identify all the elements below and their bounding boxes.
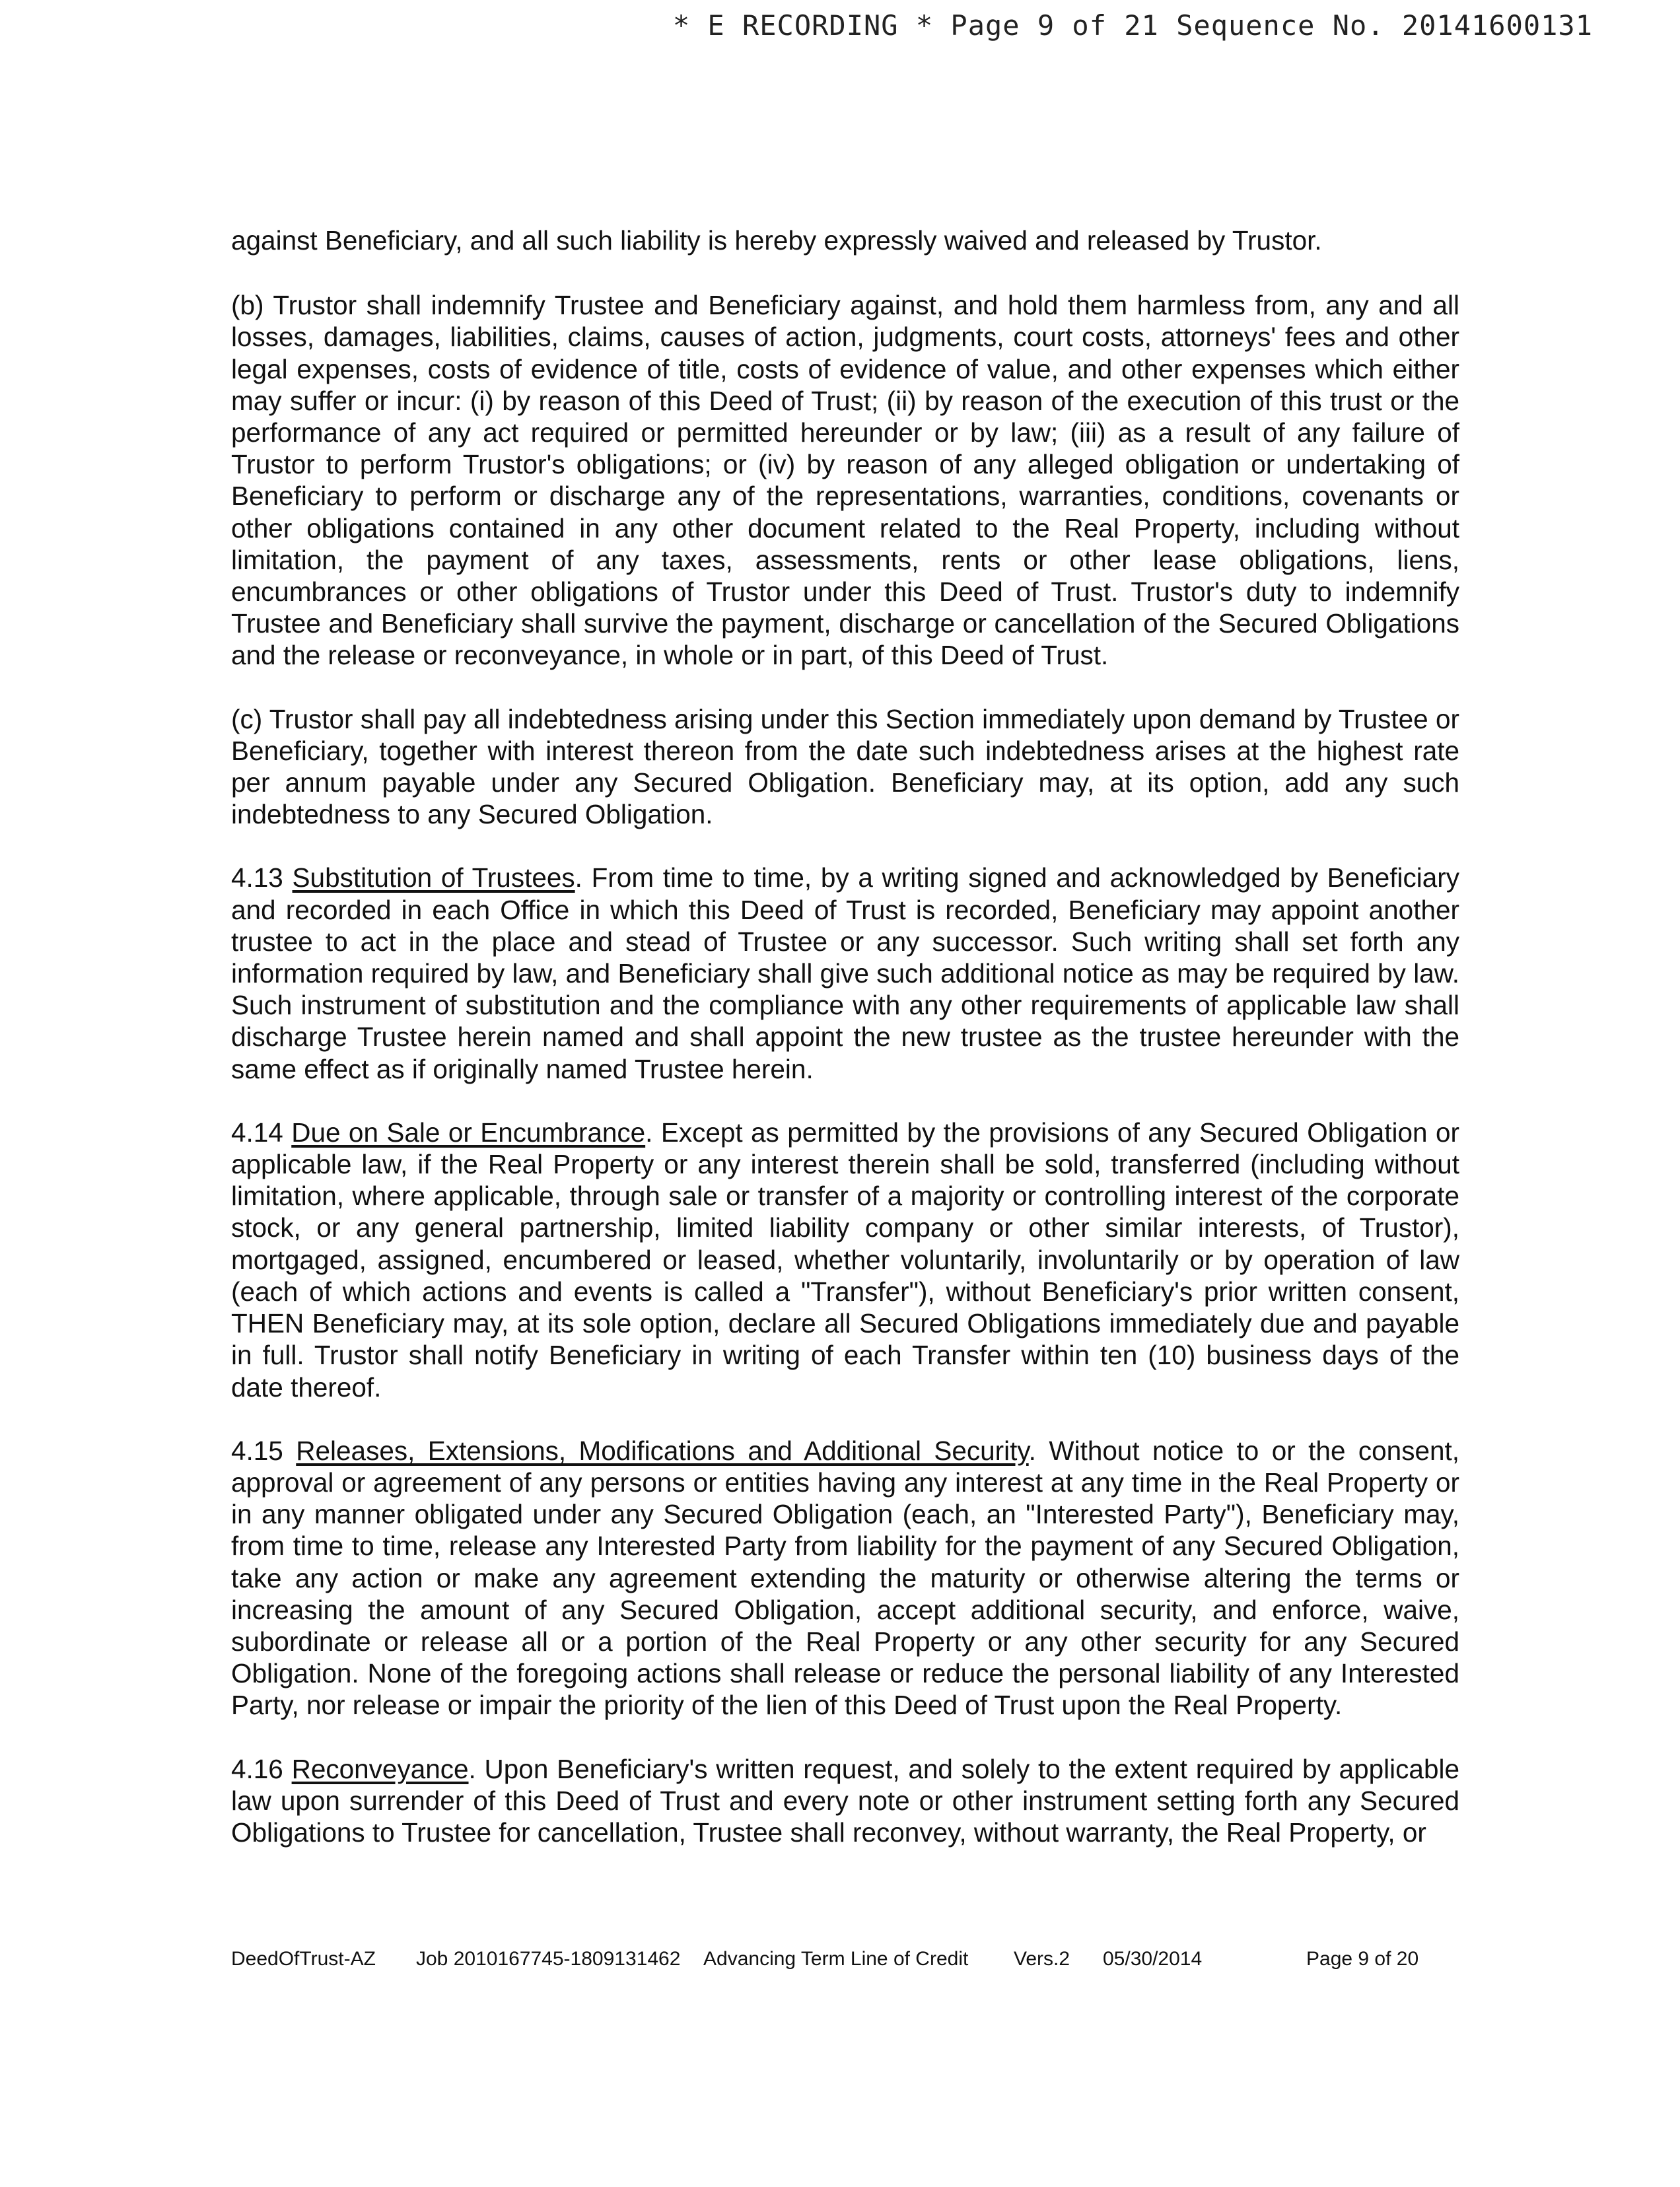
section-4-14	[231, 1117, 1459, 1403]
intro-paragraph: against Beneficiary, and all such liability is hereby expressly waived and released by Trustor.	[231, 225, 1322, 256]
section-title: Reconveyance	[291, 1753, 469, 1784]
footer-job: Job 2010167745-1809131462	[416, 1948, 681, 1970]
section-4-13	[231, 862, 1459, 1084]
section-number: 4.14	[231, 1117, 283, 1148]
section-4-15	[231, 1435, 1459, 1721]
paragraph-c: (c) Trustor shall pay all indebtedness arising under this Section immediately upon demand by Trustee or Beneficiary, together with interest thereon from the date such indebtedness arises at the highest rate per annum payable under any Secured Obligation. Beneficiary may, at its option, add any such indebtedness to any Secured Obligation.	[231, 703, 1459, 830]
recording-header: * E RECORDING * Page 9 of 21 Sequence No. 20141600131	[672, 9, 1593, 42]
section-number: 4.15	[231, 1435, 283, 1466]
section-text: . Except as permitted by the provisions of any Secured Obligation or applicable law, if the Real Property or any interest therein shall be sold, transferred (including without limitation, where applicable, through sale or transfer of a majority or controlling interest of the corporate stock, or any general partnership, limited liability company or other similar interests, of Trustor), mortgaged, assigned, encumbered or leased, whether voluntarily, involuntarily or by operation of law (each of which actions and events is called a "Transfer"), without Beneficiary's prior written consent, THEN Beneficiary may, at its sole option, declare all Secured Obligations immediately due and payable in full. Trustor shall notify Beneficiary in writing of each Transfer within ten (10) business days of the date thereof.	[231, 1117, 1459, 1403]
footer-date: 05/30/2014	[1103, 1948, 1203, 1970]
footer-form-name: DeedOfTrust-AZ	[231, 1948, 376, 1970]
document-body	[231, 225, 1459, 1880]
footer-product: Advancing Term Line of Credit	[703, 1948, 969, 1970]
section-number: 4.16	[231, 1753, 283, 1784]
footer-page-number: Page 9 of 20	[1306, 1948, 1419, 1970]
paragraph-b: (b) Trustor shall indemnify Trustee and Beneficiary against, and hold them harmless from, any and all losses, damages, liabilities, claims, causes of action, judgments, court costs, attorneys' fees and other legal expenses, costs of evidence of title, costs of evidence of value, and other expenses which either may suffer or incur: (i) by reason of this Deed of Trust; (ii) by reason of the execution of this trust or the performance of any act required or permitted hereunder or by law; (iii) as a result of any failure of Trustor to perform Trustor's obligations; or (iv) by reason of any alleged obligation or undertaking of Beneficiary to perform or discharge any of the representations, warranties, conditions, covenants or other obligations contained in any other document related to the Real Property, including without limitation, the payment of any taxes, assessments, rents or other lease obligations, liens, encumbrances or other obligations of Trustor under this Deed of Trust. Trustor's duty to indemnify Trustee and Beneficiary shall survive the payment, discharge or cancellation of the Secured Obligations and the release or reconveyance, in whole or in part, of this Deed of Trust.	[231, 290, 1459, 671]
section-text: . Without notice to or the consent, approval or agreement of any persons or entities having any interest at any time in the Real Property or in any manner obligated under any Secured Obligation (each, an "Interested Party"), Beneficiary may, from time to time, release any Interested Party from liability for the payment of any Secured Obligation, take any action or make any agreement extending the maturity or otherwise altering the terms or increasing the amount of any Secured Obligation, accept additional security, and enforce, waive, subordinate or release all or a portion of the Real Property or any other security for any Secured Obligation. None of the foregoing actions shall release or reduce the personal liability of any Interested Party, nor release or impair the priority of the lien of this Deed of Trust upon the Real Property.	[231, 1435, 1459, 1721]
footer-version: Vers.2	[1014, 1948, 1070, 1970]
section-4-16	[231, 1753, 1459, 1849]
section-title: Due on Sale or Encumbrance	[291, 1117, 646, 1148]
section-title: Releases, Extensions, Modifications and Additional Security	[296, 1435, 1029, 1466]
section-text: . From time to time, by a writing signed and acknowledged by Beneficiary and recorded in each Office in which this Deed of Trust is recorded, Beneficiary may appoint another trustee to act in the place and stead of Trustee or any successor. Such writing shall set forth any information required by law, and Beneficiary shall give such additional notice as may be required by law. Such instrument of substitution and the compliance with any other requirements of applicable law shall discharge Trustee herein named and shall appoint the new trustee as the trustee hereunder with the same effect as if originally named Trustee herein.	[231, 862, 1459, 1084]
section-text: . Upon Beneficiary's written request, and solely to the extent required by applicable law upon surrender of this Deed of Trust and every note or other instrument setting forth any Secured Obligations to Trustee for cancellation, Trustee shall reconvey, without warranty, the Real Property, or	[231, 1753, 1459, 1848]
section-number: 4.13	[231, 862, 283, 893]
section-title: Substitution of Trustees	[292, 862, 575, 893]
